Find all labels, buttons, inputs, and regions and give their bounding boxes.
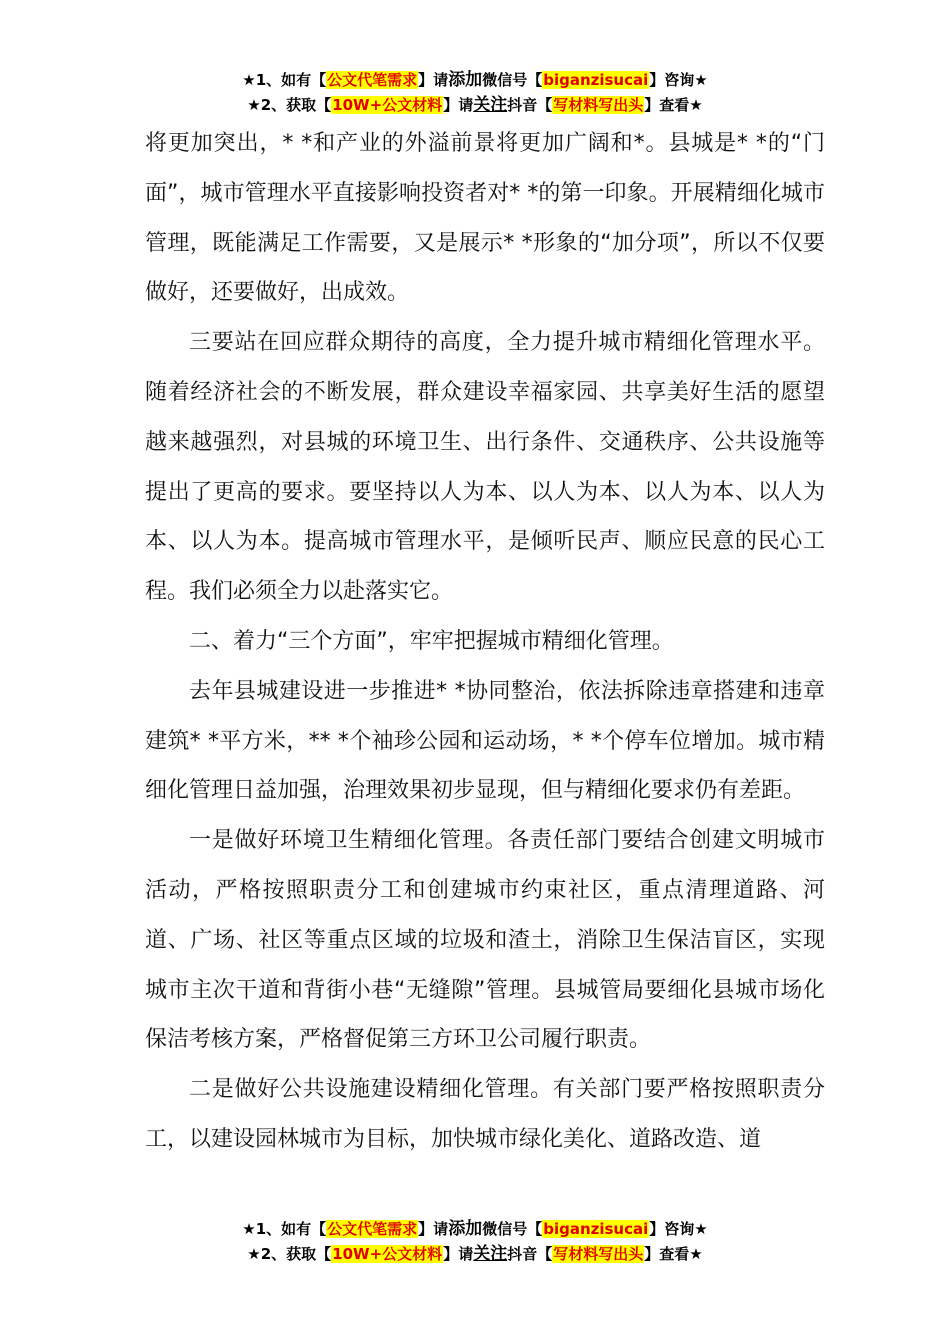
banner-text: 抖音【 — [507, 1245, 553, 1263]
banner-text: 】查看★ — [644, 96, 703, 114]
banner-line-1 — [0, 1217, 950, 1242]
banner-emphasis: 关注 — [473, 95, 508, 115]
highlight-materials: 10W+公文材料 — [332, 96, 443, 114]
highlight-materials: 10W+公文材料 — [332, 1245, 443, 1263]
highlight-wechat-id: biganzisucai — [543, 71, 649, 89]
banner-emphasis: 关注 — [473, 1244, 508, 1264]
banner-text: 】咨询★ — [649, 1220, 708, 1238]
banner-text: 微信号【 — [482, 1220, 543, 1238]
highlight-service: 公文代笔需求 — [327, 1220, 418, 1238]
paragraph-progress-review: 去年县城建设进一步推进* *协同整治，依法拆除违章搭建和违章建筑* *平方米，** *个袖珍公园和运动场，* *个停车位增加。城市精细化管理日益加强，治理效果初步显现，但与精细化要求仍有差距。 — [145, 678, 825, 804]
banner-text: 】请 — [418, 1220, 449, 1238]
paragraph-public-facilities: 二是做好公共设施建设精细化管理。有关部门要严格按照职责分工，以建设园林城市为目标，加快城市绿化美化、道路改造、道 — [145, 1077, 825, 1152]
banner-text: 微信号【 — [482, 71, 543, 89]
header-banner — [0, 68, 950, 118]
banner-text: ★2、获取【 — [247, 96, 332, 114]
paragraph-point-three: 三要站在回应群众期待的高度，全力提升城市精细化管理水平。随着经济社会的不断发展，群众建设幸福家园、共享美好生活的愿望越来越强烈，对县城的环境卫生、出行条件、交通秩序、公共设施等提出了更高的要求。要坚持以人为本、以人为本、以人为本、以人为本、以人为本。提高城市管理水平，是倾听民声、顺应民意的民心工程。我们必须全力以赴落实它。 — [145, 330, 825, 605]
banner-emphasis: 添加 — [448, 1219, 483, 1239]
paragraph-continuation: 将更加突出，* *和产业的外溢前景将更加广阔和*。县城是* *的“门面”，城市管理水平直接影响投资者对* *的第一印象。开展精细化城市管理，既能满足工作需要，又是展示* *形象的“加分项”，所以不仅要做好，还要做好，出成效。 — [145, 131, 825, 306]
highlight-douyin-account: 写材料写出头 — [553, 96, 644, 114]
highlight-service: 公文代笔需求 — [327, 71, 418, 89]
banner-text: ★1、如有【 — [242, 1220, 327, 1238]
paragraph-environment-hygiene: 一是做好环境卫生精细化管理。各责任部门要结合创建文明城市活动，严格按照职责分工和创建城市约束社区，重点清理道路、河道、广场、社区等重点区域的垃圾和渣土，消除卫生保洁盲区，实现城市主次干道和背街小巷“无缝隙”管理。县城管局要细化县城市场化保洁考核方案，严格督促第三方环卫公司履行职责。 — [145, 828, 825, 1053]
highlight-douyin-account: 写材料写出头 — [553, 1245, 644, 1263]
banner-line-2 — [0, 93, 950, 118]
section-heading-two: 二、着力“三个方面”，牢牢把握城市精细化管理。 — [189, 628, 674, 654]
banner-line-2 — [0, 1242, 950, 1267]
highlight-wechat-id: biganzisucai — [543, 1220, 649, 1238]
banner-text: 】请 — [443, 1245, 474, 1263]
banner-text: 】咨询★ — [649, 71, 708, 89]
banner-text: ★1、如有【 — [242, 71, 327, 89]
banner-text: 抖音【 — [507, 96, 553, 114]
banner-text: 】请 — [443, 96, 474, 114]
banner-text: 】查看★ — [644, 1245, 703, 1263]
banner-text: ★2、获取【 — [247, 1245, 332, 1263]
document-body — [145, 119, 825, 1165]
banner-line-1 — [0, 68, 950, 93]
banner-emphasis: 添加 — [448, 70, 483, 90]
banner-text: 】请 — [418, 71, 449, 89]
footer-banner — [0, 1217, 950, 1267]
